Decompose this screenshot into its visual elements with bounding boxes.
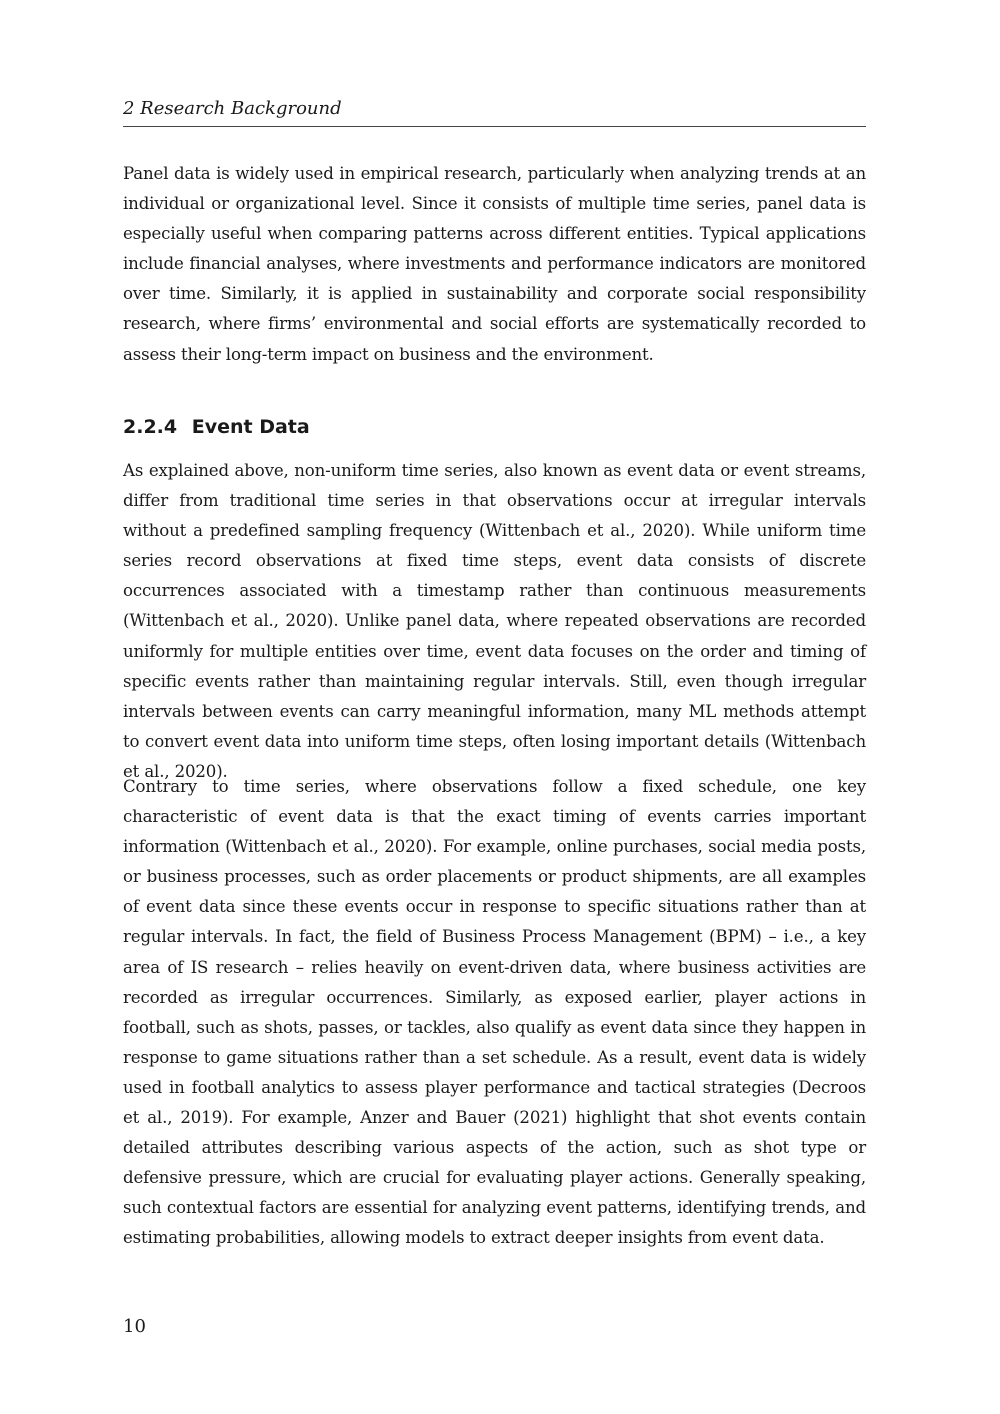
- running-header: [123, 96, 866, 127]
- paragraph-event-data-definition: As explained above, non-uniform time series, also known as event data or event streams, differ from traditional time series in that observations occur at irregular intervals without a predefined sampling frequency (Wittenbach et al., 2020). While uniform time series record observations at fixed time steps, event data consists of discrete occurrences associated with a timestamp rather than continuous measurements (Wittenbach et al., 2020). Unlike panel data, where repeated observations are recorded uniformly for multiple entities over time, event data focuses on the order and timing of specific events rather than maintaining regular intervals. Still, even though irregular intervals between events can carry meaningful information, many ML methods attempt to convert event data into uniform time steps, often losing important details (Wittenbach et al., 2020).: [123, 461, 866, 781]
- running-header-title: 2 Research Background: [123, 98, 342, 119]
- section-title: Event Data: [191, 416, 310, 438]
- section-heading: [123, 413, 310, 441]
- section-number: 2.2.4: [123, 416, 178, 438]
- paragraph-event-data-examples: Contrary to time series, where observations follow a fixed schedule, one key characteristic of event data is that the exact timing of events carries important information (Wittenbach et al., 2020). For example, online purchases, social media posts, or business processes, such as order placements or product shipments, are all examples of event data since these events occur in response to specific situations rather than at regular intervals. In fact, the field of Business Process Management (BPM) – i.e., a key area of IS research – relies heavily on event-driven data, where business activities are recorded as irregular occurrences. Similarly, as exposed earlier, player actions in football, such as shots, passes, or tackles, also qualify as event data since they happen in response to game situations rather than a set schedule. As a result, event data is widely used in football analytics to assess player performance and tactical strategies (Decroos et al., 2019). For example, Anzer and Bauer (2021) highlight that shot events contain detailed attributes describing various aspects of the action, such as shot type or defensive pressure, which are crucial for evaluating player actions. Generally speaking, such contextual factors are essential for analyzing event patterns, identifying trends, and estimating probabilities, allowing models to extract deeper insights from event data.: [123, 777, 866, 1248]
- page-number: 10: [123, 1316, 146, 1337]
- paragraph-panel-data: Panel data is widely used in empirical research, particularly when analyzing trends at an individual or organizational level. Since it consists of multiple time series, panel data is especially useful when comparing patterns across different entities. Typical applications include financial analyses, where investments and performance indicators are monitored over time. Similarly, it is applied in sustainability and corporate social responsibility research, where firms’ environmental and social efforts are systematically recorded to assess their long-term impact on business and the environment.: [123, 164, 866, 364]
